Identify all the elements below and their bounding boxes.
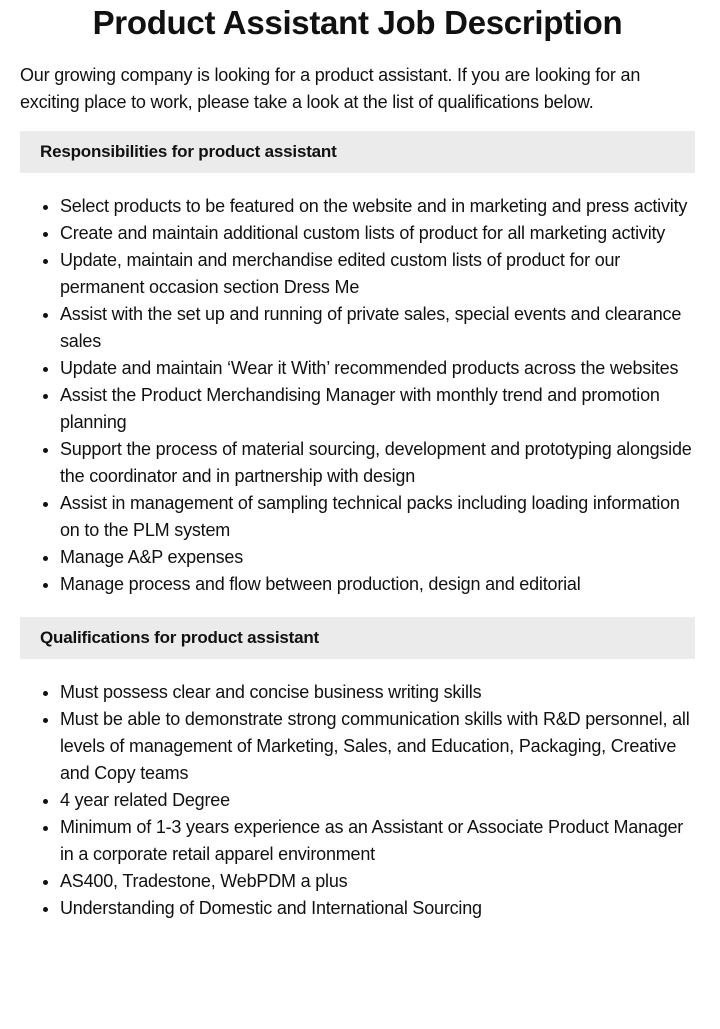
list-item: • Manage A&P expenses	[60, 544, 695, 571]
list-item: • AS400, Tradestone, WebPDM a plus	[60, 868, 695, 895]
list-item: • Must be able to demonstrate strong communication skills with R&D personnel, all levels of management of Marketing, Sales, and Education, Packaging, Creative and Copy teams	[60, 706, 695, 787]
list-item: • Update and maintain ‘Wear it With’ recommended products across the websites	[60, 355, 695, 382]
list-item: • Understanding of Domestic and International Sourcing	[60, 895, 695, 922]
list-item: • Create and maintain additional custom lists of product for all marketing activity	[60, 220, 695, 247]
list-item: • Manage process and flow between production, design and editorial	[60, 571, 695, 598]
list-item: • Support the process of material sourcing, development and prototyping alongside the coordinator and in partnership with design	[60, 436, 695, 490]
list-item: • Minimum of 1-3 years experience as an Assistant or Associate Product Manager in a corporate retail apparel environment	[60, 814, 695, 868]
list-item: • Assist the Product Merchandising Manager with monthly trend and promotion planning	[60, 382, 695, 436]
list-item: • Select products to be featured on the website and in marketing and press activity	[60, 193, 695, 220]
list-item: • Must possess clear and concise business writing skills	[60, 679, 695, 706]
responsibilities-heading: Responsibilities for product assistant	[20, 131, 695, 173]
list-item: • 4 year related Degree	[60, 787, 695, 814]
page-title: Product Assistant Job Description	[92, 4, 623, 41]
qualifications-heading: Qualifications for product assistant	[20, 617, 695, 659]
list-item: • Update, maintain and merchandise edited custom lists of product for our permanent occasion section Dress Me	[60, 247, 695, 301]
responsibilities-list	[20, 193, 695, 598]
intro-paragraph: Our growing company is looking for a product assistant. If you are looking for an exciting place to work, please take a look at the list of qualifications below.	[20, 65, 641, 112]
list-item: • Assist with the set up and running of private sales, special events and clearance sales	[60, 301, 695, 355]
list-item: • Assist in management of sampling technical packs including loading information on to the PLM system	[60, 490, 695, 544]
qualifications-list	[20, 679, 695, 922]
